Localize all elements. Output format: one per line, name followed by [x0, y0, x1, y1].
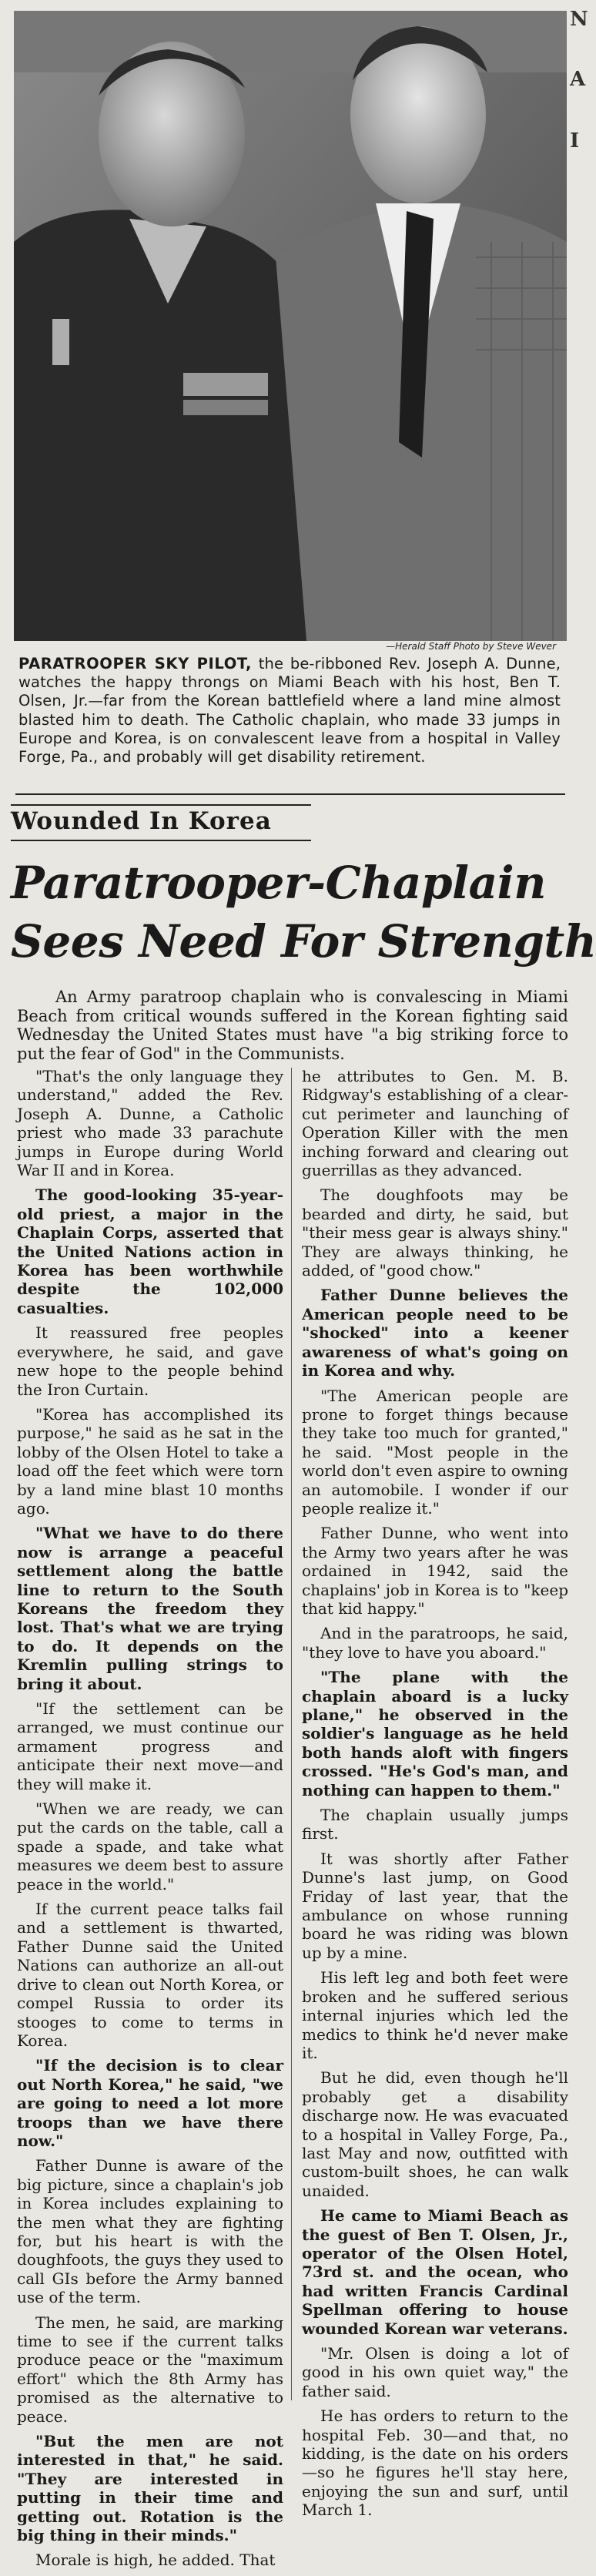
article-paragraph: The doughfoots may be bearded and dirty, he said, but "their mess gear is always shiny." They are always thinking, he added, of "good chow."	[302, 1186, 568, 1280]
photo-illustration	[14, 11, 567, 641]
article-paragraph: "Mr. Olsen is doing a lot of good in his own quiet way," the father said.	[302, 2344, 568, 2400]
article-paragraph: Morale is high, he added. That	[35, 2551, 276, 2570]
lead-paragraph-text: An Army paratroop chaplain who is convalescing in Miami Beach from critical wounds suffered in the Korean fighting said Wednesday the United States must have "a big striking force to put the fear of God" in the Communists.	[17, 988, 568, 1063]
article-paragraph: He has orders to return to the hospital Feb. 30—and that, no kidding, is the date on his orders—so he figures he'll stay here, enjoying the sun and surf, until March 1.	[302, 2407, 568, 2520]
news-photo	[14, 11, 567, 641]
article-paragraph: The men, he said, are marking time to see if the current talks produce peace or the "maximum effort" which the 8th Army has promised as the alternative to peace.	[17, 2313, 283, 2426]
article-column-right	[302, 1067, 568, 2526]
article-paragraph: "The plane with the chaplain aboard is a lucky plane," he observed in the soldier's language as he held both hands aloft with fingers crossed. "He's God's man, and nothing can happen to them."	[302, 1668, 568, 1800]
article-paragraph: "What we have to do there now is arrange a peaceful settlement along the battle line to return to the South Koreans the freedom they lost. That's what we are trying to do. It depends on the Kremlin pulling strings to bring it about.	[17, 1524, 283, 1693]
article-paragraph: Father Dunne believes the American people need to be "shocked" into a keener awareness of what's going on in Korea and why.	[302, 1286, 568, 1380]
article-paragraph: And in the paratroops, he said, "they love to have you aboard."	[302, 1624, 568, 1662]
main-headline	[11, 854, 596, 971]
kicker-rule-top	[11, 804, 311, 806]
article-paragraph: His left leg and both feet were broken and he suffered serious internal injuries which led the medics to think he'd never make it.	[302, 1968, 568, 2062]
article-paragraph: "The American people are prone to forget things because they take too much for granted," he said. "Most people in the world don't even aspire to owning an automobile. I wonder if our people realize it."	[302, 1386, 568, 1518]
kicker-rule-bottom	[11, 840, 311, 841]
column-divider	[291, 1068, 292, 2400]
caption-text: the be-ribboned Rev. Joseph A. Dunne, watches the happy throngs on Miami Beach with his host, Ben T. Olsen, Jr.—far from the Korean battlefield where a land mine almost blasted him to death. The Catholic chaplain, who made 33 jumps in Europe and Korea, is on convalescent leave from a hospital in Valley Forge, Pa., and probably will get disability retirement.	[18, 655, 561, 766]
article-paragraph: The good-looking 35-year-old priest, a major in the Chaplain Corps, asserted that the United Nations action in Korea has been worthwhile despite the 102,000 casualties.	[17, 1186, 283, 1317]
article-paragraph: "When we are ready, we can put the cards on the table, call a spade a spade, and take what measures we deem best to assure peace in the world."	[17, 1800, 283, 1893]
article-paragraph: The chaplain usually jumps first.	[302, 1806, 568, 1843]
neighbor-column-glyph: N	[570, 8, 588, 31]
kicker-headline: Wounded In Korea	[11, 807, 272, 835]
article-paragraph: "But the men are not interested in that," he said. "They are interested in putting in their time and getting out. Rotation is the big thing in their minds."	[17, 2432, 283, 2545]
article-paragraph: It was shortly after Father Dunne's last jump, on Good Friday of last year, that the ambulance on whose running board he was riding was blown up by a mine.	[302, 1849, 568, 1962]
article-paragraph: It reassured free peoples everywhere, he said, and gave new hope to the people behind the Iron Curtain.	[17, 1323, 283, 1399]
article-column-left	[17, 1067, 283, 2576]
article-paragraph: "If the settlement can be arranged, we must continue our armament progress and anticipate their next move—and they will make it.	[17, 1699, 283, 1793]
article-paragraph: he attributes to Gen. M. B. Ridgway's establishing of a clear-cut perimeter and launching of Operation Killer with the men inching forward and clearing out guerrillas as they advanced.	[302, 1067, 568, 1180]
article-paragraph: Father Dunne, who went into the Army two years after he was ordained in 1942, said the chaplains' job in Korea is to "keep that kid happy."	[302, 1524, 568, 1618]
neighbor-column-glyph: A	[570, 68, 586, 91]
photo-credit: —Herald Staff Photo by Steve Wever	[386, 641, 556, 652]
section-divider	[15, 793, 565, 795]
article-paragraph: "That's the only language they understand," added the Rev. Joseph A. Dunne, a Catholic priest who made 33 parachute jumps in Europe during World War II and in Korea.	[17, 1067, 283, 1180]
article-paragraph: "Korea has accomplished its purpose," he said as he sat in the lobby of the Olsen Hotel to take a load off the feet which were torn by a land mine blast 10 months ago.	[17, 1404, 283, 1518]
article-paragraph: If the current peace talks fail and a settlement is thwarted, Father Dunne said the United Nations can authorize an all-out drive to clean out North Korea, or compel Russia to order its stooges to come to terms in Korea.	[17, 1900, 283, 2050]
article-paragraph: But he did, even though he'll probably get a disability discharge now. He was evacuated to a hospital in Valley Forge, Pa., last May and now, outfitted with custom-built shoes, he can walk unaided.	[302, 2068, 568, 2200]
article-paragraph: Father Dunne is aware of the big picture, since a chaplain's job in Korea includes explaining to the men what they are fighting for, but his heart is with the doughfoots, the guys they used to call GIs before the Army banned use of the term.	[17, 2156, 283, 2307]
article-paragraph: He came to Miami Beach as the guest of Ben T. Olsen, Jr., operator of the Olsen Hotel, 73rd st. and the ocean, who had written Francis Cardinal Spellman offering to house wounded Korean war veterans.	[302, 2206, 568, 2338]
article-paragraph: "If the decision is to clear out North Korea," he said, "we are going to need a lot more troops than we have there now."	[17, 2056, 283, 2150]
lead-paragraph	[17, 988, 568, 1063]
photo-caption	[18, 655, 561, 766]
headline-line-2: Sees Need For Strength	[11, 915, 596, 968]
caption-lead: PARATROOPER SKY PILOT,	[18, 655, 253, 673]
neighbor-column-glyph: I	[570, 129, 580, 153]
headline-line-1: Paratrooper-Chaplain	[11, 857, 546, 909]
